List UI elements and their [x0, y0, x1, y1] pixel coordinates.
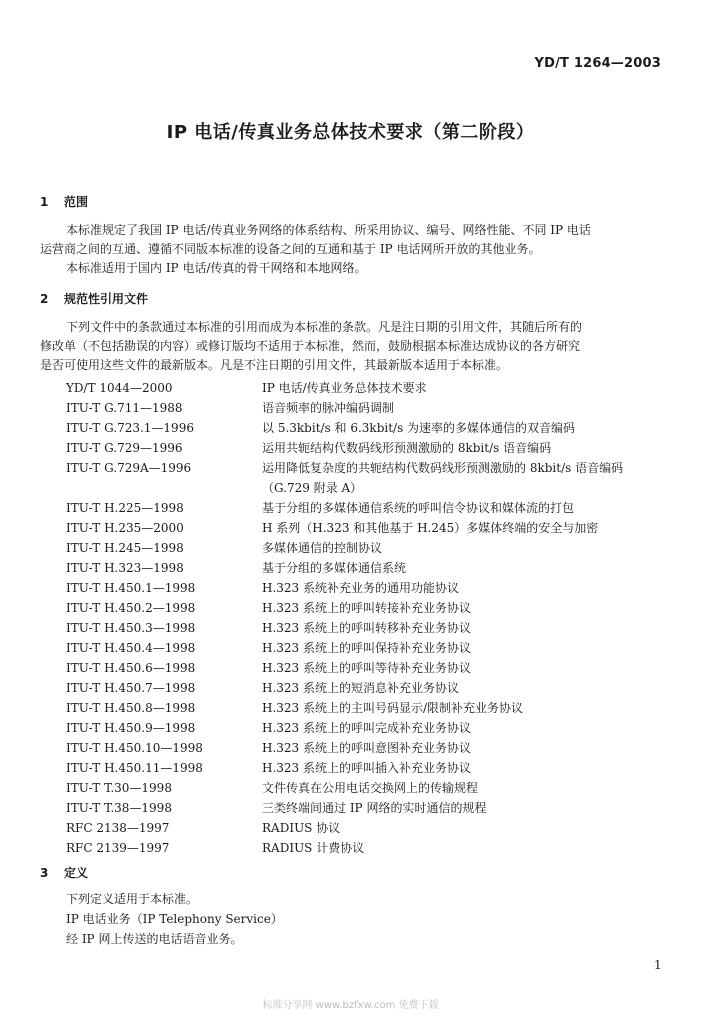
reference-id: ITU-T H.450.1—1998	[66, 581, 196, 595]
section-number: 2	[40, 292, 49, 306]
definitions-description: 经 IP 网上传送的电话语音业务。	[66, 932, 243, 946]
reference-title-continuation: （G.729 附录 A）	[262, 481, 363, 495]
reference-row	[66, 798, 666, 818]
reference-row	[66, 598, 666, 618]
reference-id: ITU-T T.38—1998	[66, 801, 172, 815]
reference-row	[66, 678, 666, 698]
reference-row	[66, 738, 666, 758]
reference-row	[66, 518, 666, 538]
reference-title: H 系列（H.323 和其他基于 H.245）多媒体终端的安全与加密	[262, 521, 599, 535]
reference-title: 基于分组的多媒体通信系统	[262, 561, 407, 575]
reference-row	[66, 538, 666, 558]
reference-title: RADIUS 计费协议	[262, 841, 365, 855]
reference-id: ITU-T T.30—1998	[66, 781, 172, 795]
reference-title: 多媒体通信的控制协议	[262, 541, 383, 555]
reference-id: ITU-T G.723.1—1996	[66, 421, 194, 435]
reference-row	[66, 838, 666, 858]
section-title: 范围	[64, 195, 89, 209]
reference-title: 运用降低复杂度的共轭结构代数码线形预测激励的 8kbit/s 语音编码	[262, 461, 624, 475]
section-number: 1	[40, 195, 49, 209]
document-title: IP 电话/传真业务总体技术要求（第二阶段）	[166, 122, 535, 143]
reference-row	[66, 718, 666, 738]
reference-id: YD/T 1044—2000	[66, 381, 173, 395]
reference-title: H.323 系统上的主叫号码显示/限制补充业务协议	[262, 701, 524, 715]
reference-id: ITU-T H.450.4—1998	[66, 641, 196, 655]
reference-id: ITU-T H.450.3—1998	[66, 621, 196, 635]
paragraph-line: 本标准规定了我国 IP 电话/传真业务网络的体系结构、所采用协议、编号、网络性能、不同 IP 电话	[66, 223, 591, 237]
reference-id: ITU-T H.225—1998	[66, 501, 184, 515]
reference-id: ITU-T H.235—2000	[66, 521, 184, 535]
reference-title: RADIUS 协议	[262, 821, 341, 835]
reference-id: RFC 2138—1997	[66, 821, 170, 835]
reference-title: IP 电话/传真业务总体技术要求	[262, 381, 427, 395]
reference-title: H.323 系统上的呼叫保持补充业务协议	[262, 641, 471, 655]
reference-title: 运用共轭结构代数码线形预测激励的 8kbit/s 语音编码	[262, 441, 552, 455]
section-title: 规范性引用文件	[64, 292, 149, 306]
paragraph-line: 修改单（不包括勘误的内容）或修订版均不适用于本标准，然而，鼓励根据本标准达成协议的各方研究	[40, 339, 581, 353]
reference-row	[66, 638, 666, 658]
footer-watermark: 标准分享网 www.bzfxw.com 免费下载	[262, 1000, 439, 1011]
reference-id: ITU-T H.450.8—1998	[66, 701, 196, 715]
section-number: 3	[40, 866, 49, 880]
reference-id: ITU-T G.729A—1996	[66, 461, 192, 475]
reference-row	[66, 578, 666, 598]
reference-id: ITU-T G.711—1988	[66, 401, 183, 415]
scope-paragraph-1	[40, 221, 662, 259]
normative-intro	[40, 318, 662, 375]
paragraph-line: 下列文件中的条款通过本标准的引用而成为本标准的条款。凡是注日期的引用文件，其随后所有的	[66, 320, 583, 334]
reference-title: H.323 系统补充业务的通用功能协议	[262, 581, 459, 595]
reference-row	[66, 418, 666, 438]
reference-id: ITU-T H.450.2—1998	[66, 601, 196, 615]
reference-title: H.323 系统上的呼叫插入补充业务协议	[262, 761, 471, 775]
standard-code: YD/T 1264—2003	[534, 56, 661, 71]
reference-id: ITU-T H.450.10—1998	[66, 741, 203, 755]
reference-id: ITU-T H.450.6—1998	[66, 661, 196, 675]
reference-row	[66, 398, 666, 418]
reference-title: 语音频率的脉冲编码调制	[262, 401, 395, 415]
section-scope-heading	[40, 193, 88, 210]
reference-id: ITU-T H.450.9—1998	[66, 721, 196, 735]
reference-title: 基于分组的多媒体通信系统的呼叫信令协议和媒体流的打包	[262, 501, 575, 515]
reference-title: H.323 系统上的短消息补充业务协议	[262, 681, 459, 695]
reference-id: ITU-T H.323—1998	[66, 561, 184, 575]
reference-title: 三类终端间通过 IP 网络的实时通信的规程	[262, 801, 487, 815]
reference-title: H.323 系统上的呼叫等待补充业务协议	[262, 661, 471, 675]
reference-title: 文件传真在公用电话交换网上的传输规程	[262, 781, 479, 795]
reference-title: H.323 系统上的呼叫转接补充业务协议	[262, 601, 471, 615]
reference-row	[66, 778, 666, 798]
reference-title: H.323 系统上的呼叫完成补充业务协议	[262, 721, 471, 735]
paragraph-line: 运营商之间的互通、遵循不同版本标准的设备之间的互通和基于 IP 电话网所开放的其他业务。	[40, 242, 541, 256]
reference-row	[66, 618, 666, 638]
section-definitions-heading	[40, 864, 88, 881]
reference-id: ITU-T H.450.11—1998	[66, 761, 203, 775]
reference-row	[66, 658, 666, 678]
definitions-line-1: 下列定义适用于本标准。	[66, 892, 199, 906]
reference-id: ITU-T H.245—1998	[66, 541, 184, 555]
paragraph-line: 是否可使用这些文件的最新版本。凡是不注日期的引用文件，其最新版本适用于本标准。	[40, 358, 509, 372]
reference-row	[66, 438, 666, 458]
reference-id: RFC 2139—1997	[66, 841, 170, 855]
reference-title: H.323 系统上的呼叫转移补充业务协议	[262, 621, 471, 635]
page-number: 1	[654, 958, 662, 972]
reference-row	[66, 758, 666, 778]
reference-id: ITU-T H.450.7—1998	[66, 681, 196, 695]
reference-row	[66, 458, 666, 478]
reference-row	[66, 378, 666, 398]
paragraph-line: 本标准适用于国内 IP 电话/传真的骨干网络和本地网络。	[66, 261, 367, 275]
section-normative-heading	[40, 290, 148, 307]
reference-row	[66, 558, 666, 578]
definitions-term: IP 电话业务（IP Telephony Service）	[66, 912, 283, 926]
scope-paragraph-2	[40, 259, 662, 278]
section-title: 定义	[64, 866, 89, 880]
reference-row	[66, 698, 666, 718]
reference-title: 以 5.3kbit/s 和 6.3kbit/s 为速率的多媒体通信的双音编码	[262, 421, 576, 435]
reference-row	[66, 818, 666, 838]
reference-id: ITU-T G.729—1996	[66, 441, 183, 455]
reference-list	[66, 378, 666, 858]
reference-title: H.323 系统上的呼叫意图补充业务协议	[262, 741, 471, 755]
reference-row	[66, 498, 666, 518]
